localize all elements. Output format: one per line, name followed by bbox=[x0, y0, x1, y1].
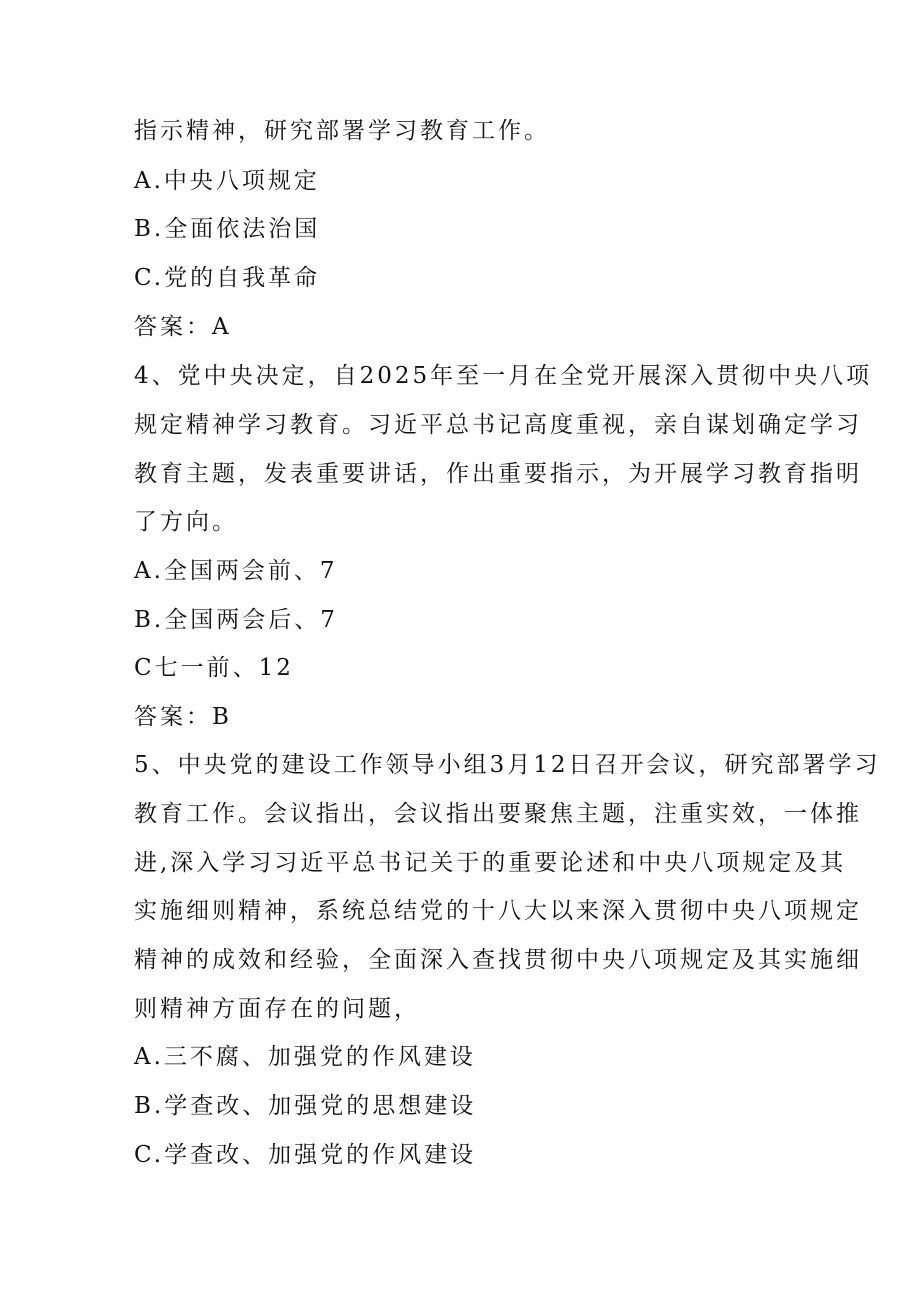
question-4-option-c: C七一前、12 bbox=[134, 655, 294, 681]
question-5-option-b: B.学查改、加强党的思想建设 bbox=[134, 1093, 477, 1119]
question-5-stem-line: 5、中央党的建设工作领导小组3月12日召开会议，研究部署学习 bbox=[134, 752, 881, 778]
question-3-option-a: A.中央八项规定 bbox=[134, 168, 320, 194]
question-5-stem-line: 则精神方面存在的问题， bbox=[134, 996, 420, 1022]
question-4-stem-line: 了方向。 bbox=[134, 509, 238, 535]
question-4-option-a: A.全国两会前、7 bbox=[134, 558, 338, 584]
question-5-option-c: C.学查改、加强党的作风建设 bbox=[134, 1142, 477, 1168]
question-4-stem-line: 4、党中央决定，自2025年至一月在全党开展深入贯彻中央八项 bbox=[134, 363, 873, 389]
question-4-option-b: B.全国两会后、7 bbox=[134, 607, 338, 633]
question-3-answer: 答案：A bbox=[134, 314, 232, 340]
question-5-stem-line: 实施细则精神，系统总结党的十八大以来深入贯彻中央八项规定 bbox=[134, 898, 862, 924]
question-3-option-c: C.党的自我革命 bbox=[134, 265, 321, 291]
question-3-stem-tail: 指示精神，研究部署学习教育工作。 bbox=[134, 118, 550, 144]
question-5-stem-line: 进,深入学习习近平总书记关于的重要论述和中央八项规定及其 bbox=[134, 850, 847, 876]
question-4-stem-line: 教育主题，发表重要讲话，作出重要指示，为开展学习教育指明 bbox=[134, 461, 862, 487]
question-5-stem-line: 教育工作。会议指出，会议指出要聚焦主题，注重实效，一体推 bbox=[134, 801, 862, 827]
question-5-stem-line: 精神的成效和经验，全面深入查找贯彻中央八项规定及其实施细 bbox=[134, 947, 862, 973]
question-3-option-b: B.全面依法治国 bbox=[134, 216, 321, 242]
question-4-answer: 答案：B bbox=[134, 704, 232, 730]
question-5-option-a: A.三不腐、加强党的作风建设 bbox=[134, 1044, 476, 1070]
question-4-stem-line: 规定精神学习教育。习近平总书记高度重视，亲自谋划确定学习 bbox=[134, 412, 862, 438]
